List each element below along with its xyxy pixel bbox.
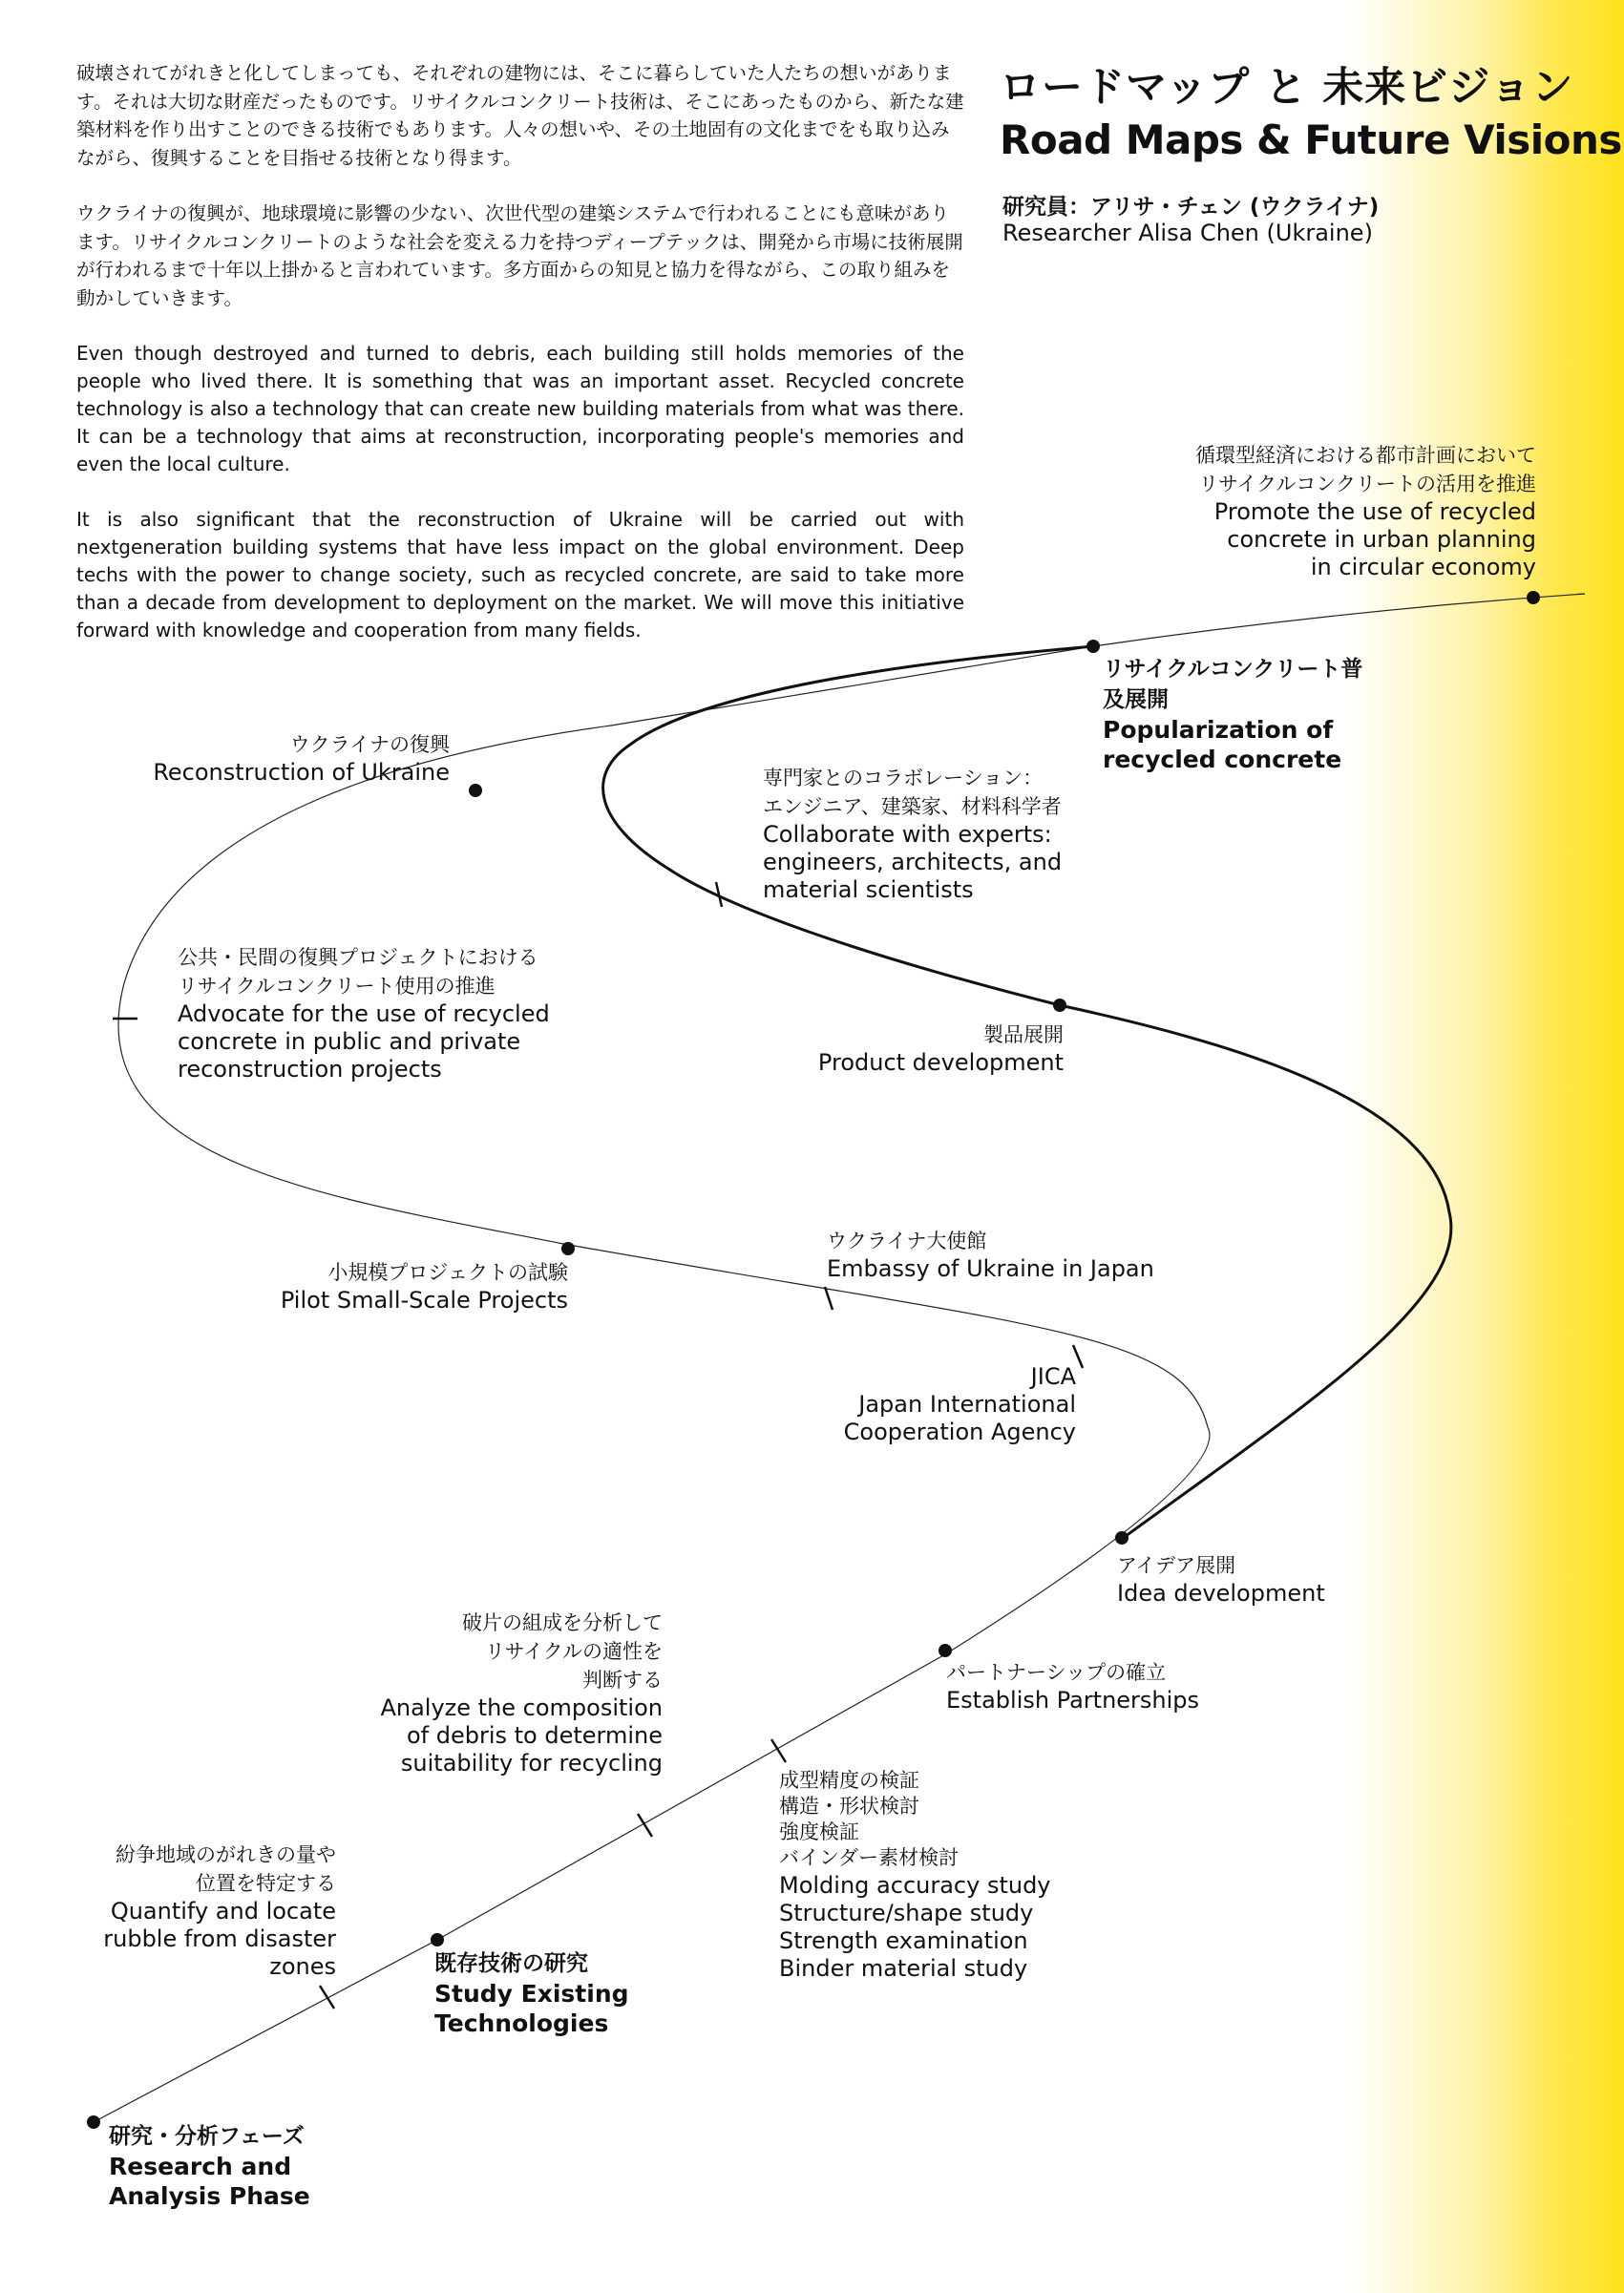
dot-popularization [1086,640,1100,653]
label-product-development: 製品展開 Product development [817,1023,1064,1076]
label-research-phase: 研究・分析フェーズ Research and Analysis Phase [109,2124,310,2210]
intro-en-paragraph-1: Even though destroyed and turned to debris, each building still holds memories of the people who lived there. It is something that was an important asset. Recycled concrete technology is also a technology that can create new building materials from what was there. It can be a technology that aims at reconstruction, incorporating people's memories and even the local culture. [76,342,964,475]
intro-jp-paragraph-2: ウクライナの復興が、地球環境に影響の少ない、次世代型の建築システムで行われることにも意味があります。リサイクルコンクリートのような社会を変える力を持つディープテックは、開発から市場に技術展開が行われるまで十年以上掛かると言われています。多方面からの知見と協力を得ながら、この取り組みを動かしていきます。 [76,202,963,309]
label-quantify-rubble: 紛争地域のがれきの量や 位置を特定する Quantify and locate rubble from disaster zones [103,1843,336,1980]
label-pilot-projects: 小規模プロジェクトの試験 Pilot Small-Scale Projects [280,1261,568,1314]
dot-study-existing [431,1933,444,1946]
dot-reconstruction [469,784,482,797]
page-title-jp: ロードマップ と 未来ビジョン [1000,64,1574,112]
dot-partnerships [939,1644,952,1657]
dot-product [1053,999,1066,1012]
intro-en-paragraph-2: It is also significant that the reconstruction of Ukraine will be carried out with nextgeneration building systems that have less impact on the global environment. Deep techs with the power to change society, such as recycled concrete, are said to take more than a decade from development to deployment on the market. We will move this initiative forward with knowledge and cooperation from many fields. [76,508,964,642]
page-title-en: Road Maps & Future Visions [1000,116,1622,163]
label-molding-studies: 成型精度の検証 構造・形状検討 強度検証 バインダー素材検討 Molding accuracy study Structure/shape study Strength examination Binder material study [779,1769,1051,1982]
label-reconstruction-ukraine: ウクライナの復興 Reconstruction of Ukraine [153,733,450,786]
label-advocate: 公共・民間の復興プロジェクトにおける リサイクルコンクリート使用の推進 Advocate for the use of recycled concrete in public and private reconstruction projects [178,946,550,1083]
label-idea-development: アイデア展開 Idea development [1117,1554,1325,1607]
researcher-jp: 研究員：アリサ・チェン (ウクライナ) [1002,195,1380,220]
label-analyze-debris: 破片の組成を分析して リサイクルの適性を 判断する Analyze the composition of debris to determine suitability for recycling [380,1611,663,1777]
intro-jp-paragraph-1: 破壊されてがれきと化してしまっても、それぞれの建物には、そこに暮らしていた人たちの想いがあります。それは大切な財産だったものです。リサイクルコンクリート技術は、そこにあったものから、新たな建築材料を作り出すことのできる技術でもあります。人々の想いや、その土地固有の文化までをも取り込みながら、復興することを目指せる技術となり得ます。 [76,62,964,169]
label-jica: JICA Japan International Cooperation Agency [843,1363,1076,1445]
label-circular-economy: 循環型経済における都市計画において リサイクルコンクリートの活用を推進 Promote the use of recycled concrete in urban planning in circular economy [1195,444,1536,580]
label-popularization: リサイクルコンクリート普 及展開 Popularization of recycled concrete [1103,657,1363,773]
researcher-en: Researcher Alisa Chen (Ukraine) [1002,220,1373,246]
dot-idea [1115,1531,1128,1545]
dot-research-phase [87,2115,100,2129]
label-embassy: ウクライナ大使館 Embassy of Ukraine in Japan [827,1230,1154,1282]
dot-circular [1527,591,1540,604]
label-study-existing: 既存技術の研究 Study Existing Technologies [434,1951,629,2037]
dot-pilot [561,1242,575,1255]
label-collaborate-experts: 専門家とのコラボレーション： エンジニア、建築家、材料科学者 Collaborate with experts: engineers, architects, and material scientists [763,767,1063,903]
label-partnerships: パートナーシップの確立 Establish Partnerships [946,1661,1200,1714]
